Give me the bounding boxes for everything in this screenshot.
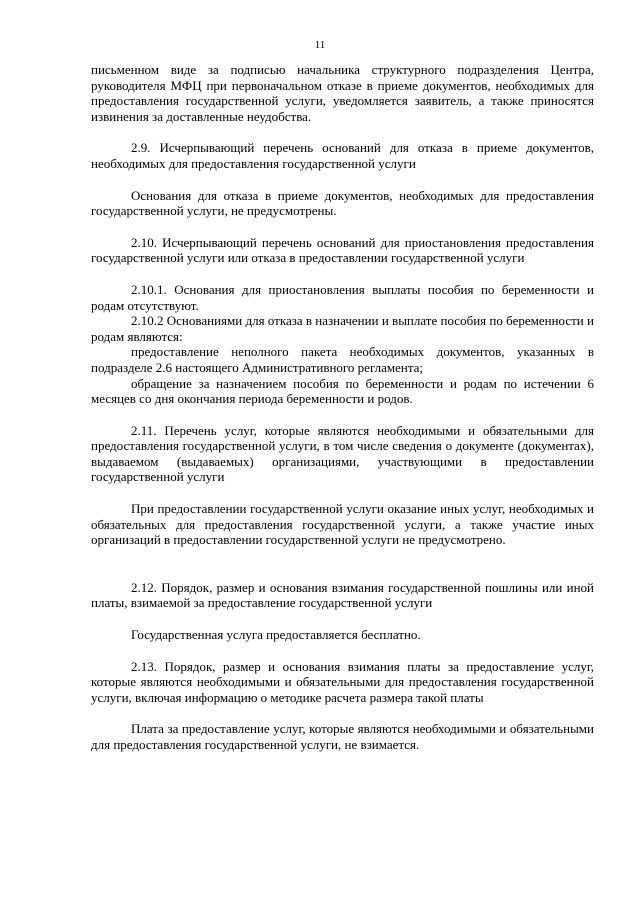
document-body: [91, 62, 594, 753]
paragraph-continuation: письменном виде за подписью начальника структурного подразделения Центра, руководителя МФЦ при первоначальном отказе в приеме документов, необходимых для предоставления государственной услуги, уведомляется заявитель, а также приносятся извинения за доставленные неудобства.: [91, 62, 594, 124]
section-heading-2-10: 2.10. Исчерпывающий перечень оснований для приостановления предоставления государственной услуги или отказа в предоставлении государственной услуги: [91, 234, 594, 266]
paragraph: 2.10.1. Основания для приостановления выплаты пособия по беременности и родам отсутствуют.: [91, 281, 594, 313]
list-item: предоставление неполного пакета необходимых документов, указанных в подразделе 2.6 настоящего Административного регламента;: [91, 344, 594, 375]
paragraph: Основания для отказа в приеме документов, необходимых для предоставления государственной услуги, не предусмотрены.: [91, 187, 594, 219]
paragraph: 2.10.2 Основаниями для отказа в назначении и выплате пособия по беременности и родам являются:: [91, 313, 594, 344]
paragraph: Государственная услуга предоставляется бесплатно.: [131, 627, 421, 643]
section-heading-2-9: 2.9. Исчерпывающий перечень оснований для отказа в приеме документов, необходимых для предоставления государственной услуги: [91, 140, 594, 171]
section-heading-2-12: 2.12. Порядок, размер и основания взимания государственной пошлины или иной платы, взимаемой за предоставление государственной услуги: [91, 579, 594, 611]
list-item: обращение за назначением пособия по беременности и родам по истечении 6 месяцев со дня окончания периода беременности и родов.: [91, 375, 594, 407]
section-heading-2-11: 2.11. Перечень услуг, которые являются необходимыми и обязательными для предоставления государственной услуги, в том числе сведения о документе (документах), выдаваемом (выдаваемых) организациями, участвующими в предоставлении государственной услуги: [91, 422, 594, 485]
section-heading-2-13: 2.13. Порядок, размер и основания взимания платы за предоставление услуг, которые являются необходимыми и обязательными для предоставления государственной услуги, включая информацию о методике расчета размера такой платы: [91, 658, 594, 705]
paragraph: Плата за предоставление услуг, которые являются необходимыми и обязательными для предоставления государственной услуги, не взимается.: [91, 721, 594, 752]
paragraph: При предоставлении государственной услуги оказание иных услуг, необходимых и обязательных для предоставления государственной услуги, а также участие иных организаций в предоставлении государственной услуги не предусмотрено.: [91, 501, 594, 548]
page-number: 11: [314, 39, 326, 51]
